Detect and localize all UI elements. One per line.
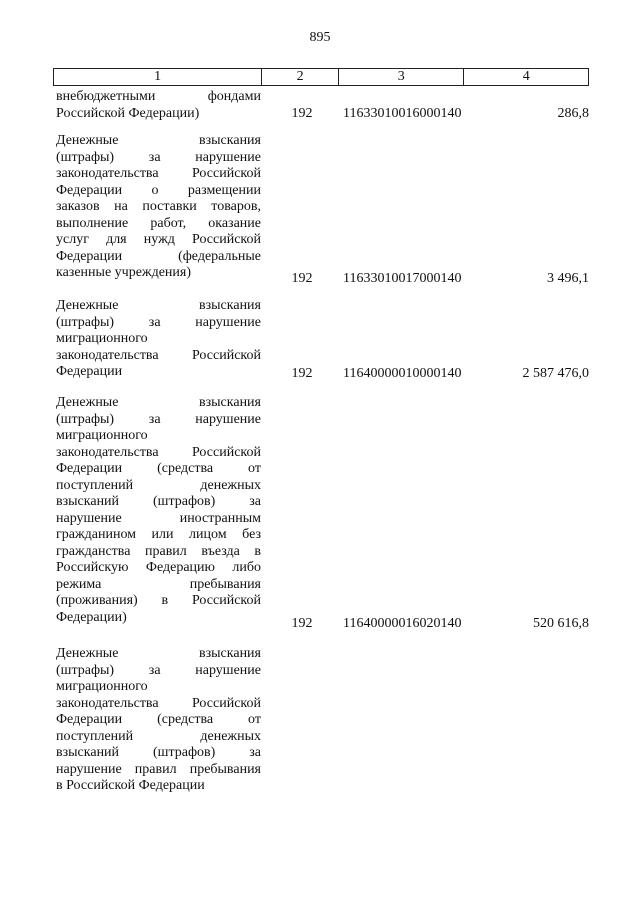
- description-line: миграционного: [56, 331, 148, 346]
- description-line: (штрафы) за нарушение: [56, 149, 261, 165]
- description-line: Федерации (федеральные: [56, 248, 261, 264]
- description-line: Федерации: [56, 364, 123, 379]
- row-kbk: 11633010017000140: [343, 271, 462, 286]
- description-line: Денежные взыскания: [56, 133, 261, 148]
- description-line: законодательства Российской: [56, 444, 261, 460]
- description-line: режима пребывания: [56, 576, 261, 592]
- row-description: [56, 133, 261, 282]
- description-line: Федерации): [56, 609, 127, 625]
- description-line: гражданства правил въезда в: [56, 543, 261, 559]
- row-description: [56, 646, 261, 795]
- row-kbk: 11633010016000140: [343, 106, 462, 121]
- description-line: Российской Федерации): [56, 105, 200, 121]
- description-line: нарушение правил пребывания: [56, 761, 261, 777]
- column-header-3: 3: [339, 69, 465, 85]
- description-line: поступлений денежных: [56, 477, 261, 493]
- column-header-1: 1: [54, 69, 262, 85]
- description-line: Федерации о размещении: [56, 182, 261, 198]
- row-description: [56, 298, 261, 381]
- row-amount: 286,8: [557, 106, 589, 121]
- description-line: законодательства Российской: [56, 347, 261, 363]
- description-line: казенные учреждения): [56, 265, 192, 280]
- row-amount: 2 587 476,0: [522, 366, 589, 381]
- description-line: Федерации (средства от: [56, 461, 261, 476]
- description-line: миграционного: [56, 428, 148, 443]
- description-line: поступлений денежных: [56, 728, 261, 744]
- description-line: гражданином или лицом без: [56, 527, 261, 542]
- description-line: Федерации (средства от: [56, 712, 261, 727]
- description-line: (штрафы) за нарушение: [56, 411, 261, 427]
- description-line: заказов на поставки товаров,: [56, 199, 261, 214]
- row-kbk: 11640000010000140: [343, 366, 462, 381]
- description-line: законодательства Российской: [56, 166, 261, 181]
- description-line: (проживания) в Российской: [56, 593, 261, 608]
- column-header-2: 2: [262, 69, 339, 85]
- description-line: миграционного: [56, 679, 148, 694]
- page-number: 895: [309, 30, 331, 45]
- column-header-4: 4: [522, 69, 530, 84]
- description-line: Российскую Федерацию либо: [56, 560, 261, 575]
- row-description: [56, 395, 261, 626]
- table-header-row: [53, 68, 589, 86]
- row-amount: 520 616,8: [533, 616, 589, 631]
- description-line: внебюджетными фондами: [56, 89, 261, 104]
- description-line: в Российской Федерации: [56, 778, 205, 793]
- description-line: (штрафы) за нарушение: [56, 662, 261, 678]
- description-line: Денежные взыскания: [56, 395, 261, 410]
- row-description: [56, 89, 261, 122]
- description-line: взысканий (штрафов) за: [56, 745, 261, 760]
- description-line: выполнение работ, оказание: [56, 215, 261, 231]
- description-line: (штрафы) за нарушение: [56, 314, 261, 330]
- row-code: 192: [291, 106, 313, 121]
- row-code: 192: [291, 366, 313, 381]
- row-amount: 3 496,1: [547, 271, 589, 286]
- row-code: 192: [291, 616, 313, 631]
- description-line: Денежные взыскания: [56, 646, 261, 661]
- description-line: нарушение иностранным: [56, 510, 261, 526]
- row-kbk: 11640000016020140: [343, 616, 462, 631]
- description-line: услуг для нужд Российской: [56, 232, 261, 247]
- description-line: взысканий (штрафов) за: [56, 494, 261, 509]
- description-line: законодательства Российской: [56, 695, 261, 711]
- row-code: 192: [291, 271, 313, 286]
- description-line: Денежные взыскания: [56, 298, 261, 313]
